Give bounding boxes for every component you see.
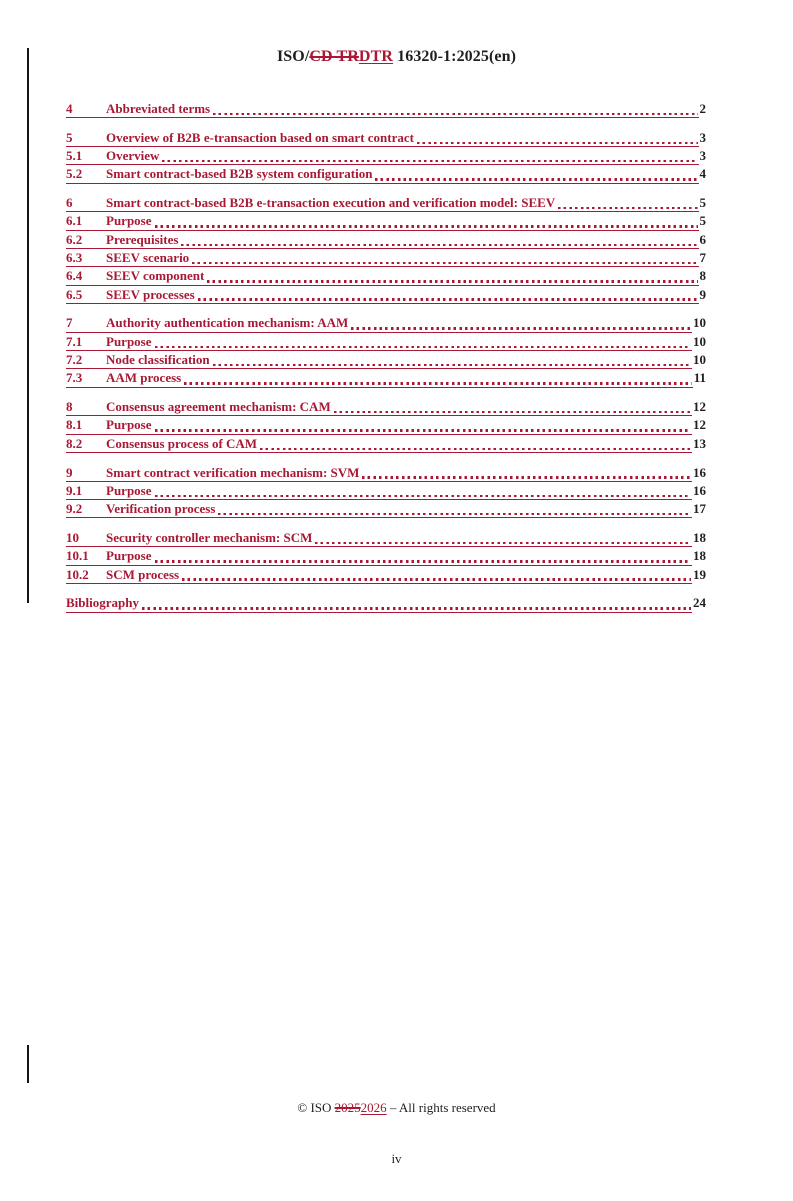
toc-entry-number: 6	[66, 195, 73, 211]
toc-dot-leader	[155, 212, 699, 229]
toc-entry-page: 5	[699, 213, 706, 229]
toc-dot-leader	[315, 529, 692, 546]
change-bar-toc	[27, 48, 29, 603]
toc-entry-page: 10	[693, 315, 706, 331]
toc-entry-title: Purpose	[106, 482, 152, 498]
toc-entry-number: 10	[66, 529, 79, 545]
toc-entry-number: 6.2	[66, 231, 83, 247]
toc-row[interactable]	[66, 165, 706, 183]
toc-row[interactable]	[66, 194, 706, 212]
toc-row-underline	[66, 333, 692, 351]
toc-entry-page: 18	[693, 529, 706, 545]
toc-entry-number: 8	[66, 399, 73, 415]
toc-row-underline	[66, 529, 692, 547]
toc-entry-title: Purpose	[106, 213, 152, 229]
toc-entry-title: SEEV processes	[106, 286, 195, 302]
toc-entry-title: Authority authentication mechanism: AAM	[106, 315, 349, 331]
toc-entry-title: Security controller mechanism: SCM	[106, 529, 313, 545]
toc-entry-title: Verification process	[106, 501, 216, 517]
toc-entry-page: 10	[693, 352, 706, 368]
toc-entry-page: 3	[699, 148, 706, 164]
toc-entry-page: 13	[693, 435, 706, 451]
toc-entry-title: Purpose	[106, 333, 152, 349]
toc-row[interactable]	[66, 435, 706, 453]
toc-row[interactable]	[66, 416, 706, 434]
toc-entry-number: 6.5	[66, 286, 83, 302]
toc-row-underline	[66, 500, 692, 518]
toc-dot-leader	[184, 369, 692, 386]
toc-dot-leader	[182, 566, 692, 583]
toc-entry-number: 9.2	[66, 501, 83, 517]
toc-row-underline	[66, 267, 699, 285]
toc-dot-leader	[362, 464, 692, 481]
toc-entry-title: Prerequisites	[106, 231, 179, 247]
toc-entry-page: 16	[693, 482, 706, 498]
toc-dot-leader	[155, 482, 693, 499]
toc-entry-title: AAM process	[106, 370, 182, 386]
toc-row-underline	[66, 194, 699, 212]
toc-row[interactable]	[66, 398, 706, 416]
toc-entry-page: 18	[693, 548, 706, 564]
toc-entry-title: SCM process	[106, 566, 180, 582]
toc-row-underline	[66, 547, 692, 565]
toc-row-underline	[66, 351, 692, 369]
table-of-contents	[66, 100, 706, 613]
toc-entry-title: Bibliography	[66, 595, 139, 611]
toc-entry-number: 5	[66, 129, 73, 145]
toc-entry-page: 3	[699, 129, 706, 145]
toc-entry-title: Smart contract verification mechanism: SVM	[106, 464, 360, 480]
header-inserted-text: DTR	[358, 48, 394, 65]
toc-row[interactable]	[66, 286, 706, 304]
header-deleted-text: CD TR	[309, 48, 359, 65]
toc-row[interactable]	[66, 369, 706, 387]
header-title-suffix: 16320-1:2025(en)	[393, 48, 517, 65]
toc-entry-title: Node classification	[106, 352, 210, 368]
toc-entry-page: 17	[693, 501, 706, 517]
toc-entry-number: 10.2	[66, 566, 89, 582]
page-number-label: iv	[391, 1151, 402, 1166]
toc-entry-page: 19	[693, 566, 706, 582]
toc-entry-title: Smart contract-based B2B e-transaction execution and verification model: SEEV	[106, 195, 556, 211]
copyright-inserted-year: 2026	[360, 1100, 387, 1115]
toc-row-underline	[66, 464, 692, 482]
toc-row-underline	[66, 314, 692, 332]
toc-row-underline	[66, 369, 693, 387]
toc-row[interactable]	[66, 267, 706, 285]
toc-entry-number: 7	[66, 315, 73, 331]
toc-row[interactable]	[66, 547, 706, 565]
toc-dot-leader	[334, 398, 692, 415]
toc-row[interactable]	[66, 249, 706, 267]
toc-row-underline	[66, 482, 692, 500]
toc-dot-leader	[142, 594, 692, 611]
toc-dot-leader	[162, 147, 698, 164]
toc-entry-number: 7.1	[66, 333, 83, 349]
toc-entry-number: 5.1	[66, 148, 83, 164]
toc-entry-title: Abbreviated terms	[106, 101, 211, 116]
toc-entry-title: Overview of B2B e-transaction based on smart contract	[106, 129, 414, 145]
toc-dot-leader	[417, 129, 699, 146]
toc-entry-page: 10	[693, 333, 706, 349]
toc-entry-number: 7.2	[66, 352, 83, 368]
toc-row[interactable]	[66, 594, 706, 612]
toc-entry-number: 10.1	[66, 548, 89, 564]
toc-row[interactable]	[66, 314, 706, 332]
toc-entry-title: Purpose	[106, 417, 152, 433]
toc-entry-page: 12	[693, 417, 706, 433]
toc-row-underline	[66, 249, 699, 267]
toc-dot-leader	[213, 100, 698, 117]
toc-row-underline	[66, 566, 692, 584]
toc-entry-page: 12	[693, 399, 706, 415]
toc-dot-leader	[155, 333, 693, 350]
toc-entry-page: 9	[699, 286, 706, 302]
toc-entry-title: Overview	[106, 148, 160, 164]
toc-row[interactable]	[66, 231, 706, 249]
toc-row-underline	[66, 231, 699, 249]
toc-row-underline	[66, 286, 699, 304]
toc-row-underline	[66, 398, 692, 416]
toc-entry-title: SEEV component	[106, 268, 205, 284]
toc-row[interactable]	[66, 482, 706, 500]
toc-entry-number: 4	[66, 101, 73, 116]
toc-entry-number: 6.3	[66, 250, 83, 266]
toc-dot-leader	[218, 500, 692, 517]
toc-row[interactable]	[66, 100, 706, 118]
toc-row[interactable]	[66, 351, 706, 369]
toc-dot-leader	[260, 435, 692, 452]
copyright-prefix: © ISO	[297, 1100, 335, 1115]
toc-entry-title: Smart contract-based B2B system configuration	[106, 166, 373, 182]
toc-dot-leader	[155, 547, 693, 564]
toc-entry-page: 8	[699, 268, 706, 284]
toc-entry-number: 7.3	[66, 370, 83, 386]
toc-row-underline	[66, 435, 692, 453]
toc-entry-title: Purpose	[106, 548, 152, 564]
document-header-title	[0, 48, 793, 66]
toc-row[interactable]	[66, 147, 706, 165]
toc-dot-leader	[558, 194, 698, 211]
copyright-suffix: – All rights reserved	[386, 1100, 496, 1115]
toc-entry-title: Consensus agreement mechanism: CAM	[106, 399, 331, 415]
toc-row[interactable]	[66, 566, 706, 584]
toc-entry-title: SEEV scenario	[106, 250, 190, 266]
toc-row-underline	[66, 594, 692, 612]
document-footer	[0, 1065, 793, 1201]
toc-row-underline	[66, 129, 699, 147]
toc-dot-leader	[375, 165, 698, 182]
toc-dot-leader	[192, 249, 698, 266]
toc-row-underline	[66, 416, 692, 434]
toc-row-underline	[66, 100, 699, 118]
toc-row[interactable]	[66, 529, 706, 547]
toc-entry-number: 5.2	[66, 166, 83, 182]
toc-entry-page: 5	[699, 195, 706, 211]
toc-row-underline	[66, 212, 699, 230]
toc-row-underline	[66, 165, 699, 183]
toc-entry-page: 4	[699, 166, 706, 182]
toc-row[interactable]	[66, 464, 706, 482]
toc-entry-title: Consensus process of CAM	[106, 435, 258, 451]
toc-entry-page: 2	[699, 101, 706, 116]
toc-entry-page: 6	[699, 231, 706, 247]
toc-entry-number: 9	[66, 464, 73, 480]
toc-row[interactable]	[66, 333, 706, 351]
header-title-prefix: ISO/	[276, 48, 310, 65]
toc-dot-leader	[351, 314, 692, 331]
toc-entry-number: 8.2	[66, 435, 83, 451]
copyright-line	[0, 1099, 793, 1116]
toc-row[interactable]	[66, 500, 706, 518]
toc-row[interactable]	[66, 129, 706, 147]
toc-entry-number: 9.1	[66, 482, 83, 498]
copyright-deleted-year: 2025	[334, 1100, 361, 1115]
toc-dot-leader	[155, 416, 693, 433]
toc-dot-leader	[181, 231, 698, 248]
toc-entry-page: 24	[693, 595, 706, 611]
toc-entry-number: 6.1	[66, 213, 83, 229]
toc-entry-page: 16	[693, 464, 706, 480]
toc-entry-page: 11	[693, 370, 706, 386]
toc-row[interactable]	[66, 212, 706, 230]
toc-dot-leader	[198, 286, 699, 303]
toc-entry-page: 7	[699, 250, 706, 266]
toc-entry-number: 6.4	[66, 268, 83, 284]
toc-row-underline	[66, 147, 699, 165]
toc-entry-number: 8.1	[66, 417, 83, 433]
toc-dot-leader	[207, 267, 698, 284]
toc-dot-leader	[213, 351, 692, 368]
